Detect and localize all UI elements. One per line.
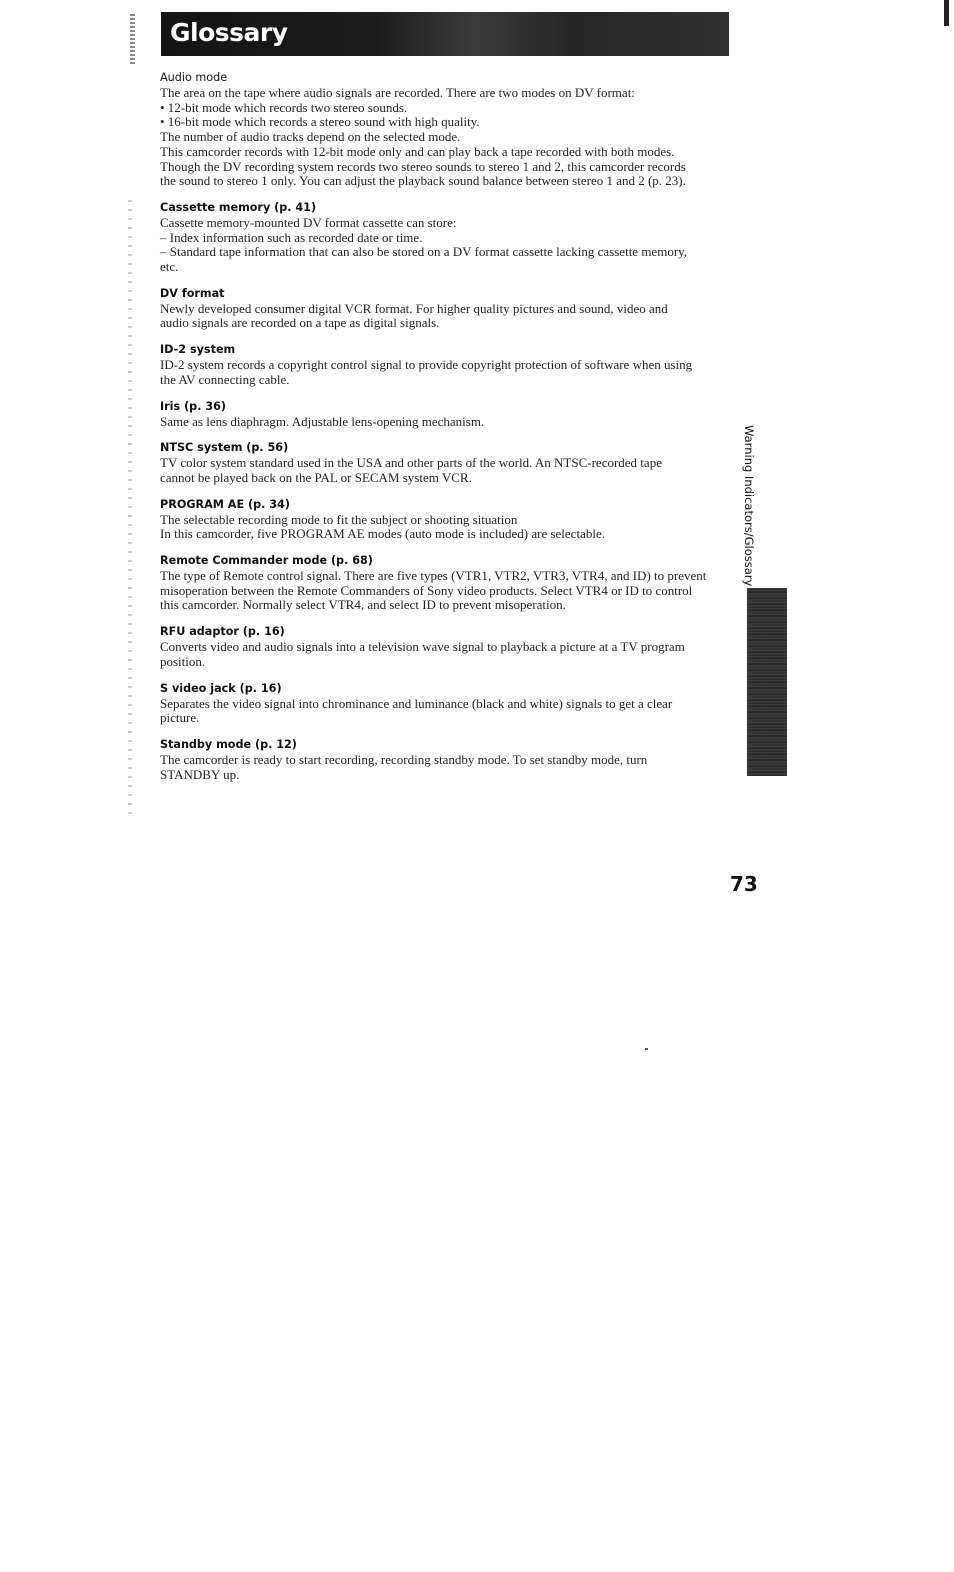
scan-speck [645,1048,648,1050]
glossary-definition-line: • 12-bit mode which records two stereo sounds. [160,99,408,115]
glossary-term: DV format [160,286,225,300]
glossary-entry [160,70,726,189]
glossary-definition-line: Newly developed consumer digital VCR format. For higher quality pictures and sound, video and [160,300,668,316]
glossary-definition-line: audio signals are recorded on a tape as digital signals. [160,315,440,331]
glossary-term: S video jack (p. 16) [160,681,282,695]
glossary-definition-line: misoperation between the Remote Commanders of Sony video products. Select VTR4 or ID to control [160,582,693,598]
glossary-definition-line: STANDBY up. [160,766,240,782]
glossary-entry [160,737,726,782]
glossary-entry [160,286,726,331]
glossary-term: Audio mode [160,71,228,84]
glossary-definition-line: • 16-bit mode which records a stereo sound with high quality. [160,114,480,130]
glossary-definition-line: Cassette memory-mounted DV format cassette can store: [160,214,457,230]
page-edge-mark [944,0,949,26]
glossary-definition-line: This camcorder records with 12-bit mode only and can play back a tape recorded with both modes. [160,143,675,159]
glossary-definition-line: Separates the video signal into chrominance and luminance (black and white) signals to get a clear [160,695,673,711]
glossary-definition-line: The area on the tape where audio signals are recorded. There are two modes on DV format: [160,85,635,100]
glossary-entry [160,440,726,485]
glossary-entry [160,200,726,275]
glossary-term: NTSC system (p. 56) [160,441,289,455]
glossary-term: PROGRAM AE (p. 34) [160,497,290,511]
glossary-entry [160,681,726,726]
glossary-definition-line: The selectable recording mode to fit the subject or shooting situation [160,511,518,527]
glossary-definition-line: The type of Remote control signal. There are five types (VTR1, VTR2, VTR3, VTR4, and ID) to prevent [160,568,707,584]
glossary-term: RFU adaptor (p. 16) [160,625,285,639]
glossary-definition-line: the sound to stereo 1 only. You can adjust the playback sound balance between stereo 1 and 2 (p. 23). [160,173,686,189]
glossary-entry [160,497,726,542]
glossary-term: Cassette memory (p. 41) [160,200,317,214]
page-title: Glossary [170,18,288,47]
glossary-definition-line: this camcorder. Normally select VTR4, and select ID to prevent misoperation. [160,597,566,613]
glossary-entry [160,624,726,669]
glossary-definition-line: the AV connecting cable. [160,371,290,387]
title-bar [161,12,729,56]
glossary-definition-line: picture. [160,710,200,726]
glossary-definition-line: Converts video and audio signals into a television wave signal to playback a picture at a TV program [160,639,685,655]
glossary-definition-line: position. [160,653,206,669]
glossary-term: ID-2 system [160,343,236,357]
glossary-entry [160,399,726,430]
glossary-list [160,70,726,793]
glossary-definition-line: The camcorder is ready to start recording, recording standby mode. To set standby mode, turn [160,751,648,767]
section-side-tab: Warning Indicators/Glossary [742,425,756,587]
glossary-definition-line: – Standard tape information that can also be stored on a DV format cassette lacking cassette memory, [160,244,688,260]
glossary-definition-line: etc. [160,259,179,275]
glossary-definition-line: Same as lens diaphragm. Adjustable lens-opening mechanism. [160,413,485,429]
glossary-term: Standby mode (p. 12) [160,737,297,751]
glossary-entry [160,553,726,613]
glossary-definition-line: In this camcorder, five PROGRAM AE modes (auto mode is included) are selectable. [160,526,605,542]
glossary-definition-line: cannot be played back on the PAL or SECAM system VCR. [160,469,472,485]
glossary-definition-line: – Index information such as recorded date or time. [160,229,423,245]
page-number: 73 [730,872,758,896]
glossary-definition-line: TV color system standard used in the USA and other parts of the world. An NTSC-recorded tape [160,455,662,471]
glossary-term: Remote Commander mode (p. 68) [160,554,373,568]
binding-edge-marks [130,14,135,64]
glossary-entry [160,342,726,387]
glossary-definition-line: ID-2 system records a copyright control signal to provide copyright protection of software when using [160,357,693,373]
glossary-definition-line: The number of audio tracks depend on the selected mode. [160,129,461,145]
glossary-term: Iris (p. 36) [160,399,227,413]
binding-edge-dots [128,200,132,820]
glossary-definition-line: Though the DV recording system records two stereo sounds to stereo 1 and 2, this camcorder records [160,158,686,174]
section-thumb-tab [747,588,787,776]
